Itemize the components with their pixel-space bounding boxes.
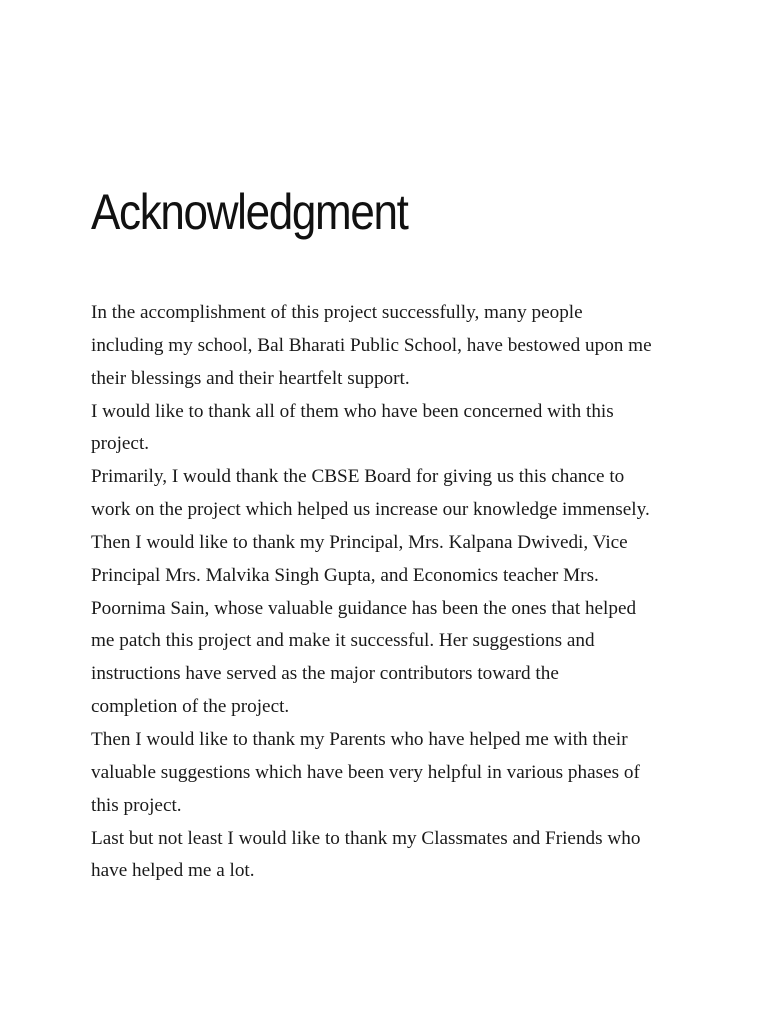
body-line: this project.: [91, 794, 182, 816]
body-line: instructions have served as the major contributors toward the: [91, 663, 559, 685]
body-line: me patch this project and make it successful. Her suggestions and: [91, 630, 595, 652]
body-line: Poornima Sain, whose valuable guidance has been the ones that helped: [91, 597, 637, 619]
body-line: including my school, Bal Bharati Public School, have bestowed upon me: [91, 334, 652, 356]
body-line: project.: [91, 433, 150, 455]
body-line: valuable suggestions which have been very helpful in various phases of: [91, 761, 640, 783]
page-title: Acknowledgment: [91, 184, 408, 240]
body-line: Then I would like to thank my Parents who have helped me with their: [91, 728, 628, 750]
body-line: Then I would like to thank my Principal, Mrs. Kalpana Dwivedi, Vice: [91, 531, 628, 553]
body-line: Last but not least I would like to thank my Classmates and Friends who: [91, 827, 641, 849]
body-line: In the accomplishment of this project successfully, many people: [91, 302, 583, 323]
acknowledgment-body: [91, 297, 691, 888]
body-line: completion of the project.: [91, 696, 290, 718]
body-line: I would like to thank all of them who have been concerned with this: [91, 400, 614, 422]
body-line: work on the project which helped us increase our knowledge immensely.: [91, 499, 650, 521]
body-line: have helped me a lot.: [91, 860, 255, 882]
body-line: their blessings and their heartfelt support.: [91, 367, 410, 389]
body-line: Principal Mrs. Malvika Singh Gupta, and Economics teacher Mrs.: [91, 564, 599, 586]
body-line: Primarily, I would thank the CBSE Board for giving us this chance to: [91, 466, 625, 488]
